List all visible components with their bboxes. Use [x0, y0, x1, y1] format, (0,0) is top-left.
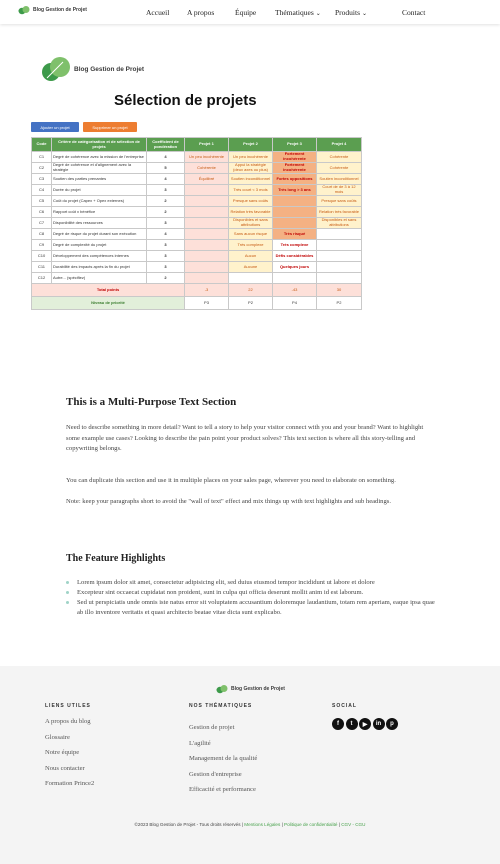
project-selection-table: [31, 137, 362, 310]
total-label: Total points: [32, 284, 185, 297]
facebook-icon[interactable]: f: [332, 718, 344, 730]
chevron-down-icon: ⌄: [362, 11, 368, 17]
project-1-cell: [185, 229, 229, 240]
copyright-bar: [0, 822, 500, 827]
project-2-cell: Soutien inconditionnel: [229, 174, 273, 185]
project-1-cell: [185, 196, 229, 207]
criterion-label: Degré de complexité du projet: [52, 240, 147, 251]
leaf-logo-icon: [41, 56, 71, 82]
criterion-code: C11: [32, 262, 52, 273]
chevron-down-icon: ⌄: [315, 11, 321, 17]
priority-project-3: P4: [273, 297, 317, 310]
weight-cell: 3: [147, 240, 185, 251]
table-row: [32, 262, 362, 273]
footer-col-title: LIENS UTILES: [45, 703, 91, 709]
bullet-icon: [66, 591, 69, 594]
twitter-icon[interactable]: t: [346, 718, 358, 730]
project-4-cell: [317, 273, 362, 284]
project-3-cell: [273, 273, 317, 284]
criterion-label: Rapport coût x bénéfice: [52, 207, 147, 218]
criterion-label: Coût du projet (Capex + Opex externes): [52, 196, 147, 207]
pinterest-icon[interactable]: p: [386, 718, 398, 730]
section-paragraph: Note: keep your paragraphs short to avoid the "wall of text" effect and mix things up with text highlights and sub headings.: [66, 498, 391, 505]
nav-item-thematiques[interactable]: [275, 8, 335, 17]
project-3-cell: [273, 207, 317, 218]
project-1-cell: Un peu incohérente: [185, 152, 229, 163]
project-2-cell: Sans aucun risque: [229, 229, 273, 240]
nav-label-produits: Produits: [335, 8, 361, 17]
criterion-code: C3: [32, 174, 52, 185]
nav-item-apropos[interactable]: A propos: [187, 8, 215, 17]
project-4-cell: Disponibles et sans attributions: [317, 218, 362, 229]
list-item: [66, 588, 442, 598]
list-item: [66, 578, 442, 588]
criterion-code: C5: [32, 196, 52, 207]
project-4-cell: [317, 262, 362, 273]
footer-link[interactable]: Nous contacter: [45, 764, 85, 772]
footer-logo[interactable]: [216, 684, 285, 694]
table-row: [32, 185, 362, 196]
project-4-cell: Relation très favorable: [317, 207, 362, 218]
priority-project-1: P3: [185, 297, 229, 310]
footer-links-useful: [45, 714, 94, 792]
criterion-label: Développement des compétences internes: [52, 251, 147, 262]
weight-cell: 5: [147, 163, 185, 174]
column-header: Critère de catégorisation et de sélection de projets: [52, 138, 147, 152]
table-row: [32, 240, 362, 251]
project-4-cell: Cohérente: [317, 152, 362, 163]
criterion-label: Disponibilité des ressources: [52, 218, 147, 229]
criterion-label: Degré de cohérence et d'alignement avec la stratégie: [52, 163, 147, 174]
weight-cell: 2: [147, 196, 185, 207]
weight-cell: 3: [147, 185, 185, 196]
leaf-logo-icon: [18, 5, 30, 15]
column-header: Projet 2: [229, 138, 273, 152]
total-project-2: 22: [229, 284, 273, 297]
section-paragraph: Need to describe something in more detail? Want to tell a story to help your visitor connect with you and your brand? Want to highlight some example use cases? Looking to describe the pain point your product solves? This text section is where all this story-telling and copywriting belongs.: [66, 424, 424, 452]
table-row: [32, 196, 362, 207]
list-item-text: Excepteur sint occaecat cupidatat non proident, sunt in culpa qui officia deserunt mollit anim id est laborum.: [77, 589, 364, 596]
feature-list: [66, 578, 442, 618]
table-body: [32, 152, 362, 310]
project-2-cell: [229, 273, 273, 284]
list-item-text: Lorem ipsum dolor sit amet, consectetur adipisicing elit, sed duius eiusmod tempor incididunt ut labore et dolore: [77, 579, 375, 586]
priority-project-2: P2: [229, 297, 273, 310]
header-brand[interactable]: [18, 5, 87, 15]
total-project-4: 30: [317, 284, 362, 297]
separator: |: [338, 822, 342, 827]
project-1-cell: [185, 185, 229, 196]
project-4-cell: Soutien inconditionnel: [317, 174, 362, 185]
project-2-cell: Disponibles et sans attributions: [229, 218, 273, 229]
project-2-cell: Très complexe: [229, 240, 273, 251]
project-4-cell: [317, 251, 362, 262]
nav-item-produits[interactable]: [335, 8, 402, 17]
project-1-cell: Équilibré: [185, 174, 229, 185]
bullet-icon: [66, 581, 69, 584]
column-header: Projet 3: [273, 138, 317, 152]
criterion-code: C9: [32, 240, 52, 251]
project-1-cell: [185, 251, 229, 262]
footer-link[interactable]: A propos du blog: [45, 718, 91, 725]
table-row: [32, 273, 362, 284]
project-4-cell: [317, 229, 362, 240]
footer-link[interactable]: Gestion de projet: [189, 724, 235, 731]
separator: |: [241, 822, 245, 827]
column-header: Coefficient de pondération: [147, 138, 185, 152]
criterion-code: C4: [32, 185, 52, 196]
list-item: [66, 598, 442, 618]
footer-logo-text: Blog Gestion de Projet: [231, 686, 285, 692]
main-nav: [146, 8, 425, 17]
criterion-code: C10: [32, 251, 52, 262]
project-2-cell: Très court < 3 mois: [229, 185, 273, 196]
project-1-cell: Cohérente: [185, 163, 229, 174]
project-2-cell: Appui la stratégie (deux axes ou plus): [229, 163, 273, 174]
privacy-link[interactable]: Politique de confidentialité: [284, 822, 338, 827]
hero-logo-text: Blog Gestion de Projet: [74, 65, 145, 73]
project-1-cell: [185, 207, 229, 218]
nav-item-contact[interactable]: Contact: [402, 8, 426, 17]
project-3-cell: Défis considérables: [273, 251, 317, 262]
nav-item-accueil[interactable]: Accueil: [146, 8, 170, 17]
table-row: [32, 251, 362, 262]
criterion-label: Degré de cohérence avec la mission de l'entreprise: [52, 152, 147, 163]
project-3-cell: Fortement incohérente: [273, 163, 317, 174]
project-3-cell: [273, 196, 317, 207]
section-paragraph: You can duplicate this section and use it in multiple places on your sales page, wherever you need to elaborate on something.: [66, 477, 396, 484]
project-3-cell: Fortes oppositions: [273, 174, 317, 185]
project-2-cell: Aucune: [229, 262, 273, 273]
legal-link[interactable]: Mentions Légales: [244, 822, 281, 827]
separator: |: [281, 822, 285, 827]
weight-cell: 3: [147, 251, 185, 262]
remove-project-button[interactable]: Supprimer un projet: [83, 122, 137, 132]
criterion-code: C7: [32, 218, 52, 229]
criterion-label: Durée du projet: [52, 185, 147, 196]
priority-project-4: P2: [317, 297, 362, 310]
project-1-cell: [185, 240, 229, 251]
footer-link[interactable]: Gestion d'entreprise: [189, 770, 242, 778]
header-brand-text: Blog Gestion de Projet: [33, 7, 87, 13]
footer-link[interactable]: L'agilité: [189, 739, 211, 747]
criterion-code: C6: [32, 207, 52, 218]
page-title: Sélection de projets: [114, 92, 257, 109]
linkedin-icon[interactable]: in: [373, 718, 385, 730]
column-header: Code: [32, 138, 52, 152]
criterion-code: C1: [32, 152, 52, 163]
criterion-label: Degré de risque du projet durant son exécution: [52, 229, 147, 240]
footer-col-title: SOCIAL: [332, 703, 357, 709]
footer-link[interactable]: Formation Prince2: [45, 780, 95, 787]
table-row: [32, 207, 362, 218]
criterion-label: Autre... (spécifiez): [52, 273, 147, 284]
leaf-logo-icon: [216, 684, 228, 694]
column-header: Projet 1: [185, 138, 229, 152]
column-header: Projet 4: [317, 138, 362, 152]
criterion-code: C2: [32, 163, 52, 174]
bullet-icon: [66, 601, 69, 604]
project-4-cell: Presque sans coûts: [317, 196, 362, 207]
footer-link[interactable]: Notre équipe: [45, 749, 80, 756]
project-2-cell: Presque sans coûts: [229, 196, 273, 207]
top-navbar: [0, 0, 500, 24]
project-4-cell: Cohérente: [317, 163, 362, 174]
project-1-cell: [185, 262, 229, 273]
project-3-cell: Très risqué: [273, 229, 317, 240]
criterion-code: C8: [32, 229, 52, 240]
nav-label-thematiques: Thématiques: [275, 8, 314, 17]
section-heading: This is a Multi-Purpose Text Section: [66, 396, 237, 408]
priority-row: [32, 297, 362, 310]
project-1-cell: [185, 218, 229, 229]
project-2-cell: Un peu incohérente: [229, 152, 273, 163]
list-item-text: Sed ut perspiciatis unde omnis iste natus error sit voluptatem accusantium doloremque laudantium, totam rem aperiam, eaque ipsa quae ab illo inventore veritatis et quasi architecto beatae vitae dicta sunt explicabo.: [77, 599, 435, 616]
criterion-code: C12: [32, 273, 52, 284]
table-row: [32, 174, 362, 185]
project-3-cell: Fortement incohérente: [273, 152, 317, 163]
table-row: [32, 229, 362, 240]
project-4-cell: Court de de 3 à 12 mois: [317, 185, 362, 196]
social-links: [332, 718, 398, 730]
weight-cell: 2: [147, 273, 185, 284]
footer-link[interactable]: Glossaire: [45, 733, 70, 741]
priority-label: Niveau de priorité: [32, 297, 185, 310]
weight-cell: 4: [147, 174, 185, 185]
total-project-1: -3: [185, 284, 229, 297]
total-project-3: -43: [273, 284, 317, 297]
project-3-cell: Très complexe: [273, 240, 317, 251]
weight-cell: 3: [147, 218, 185, 229]
project-3-cell: Très long > 3 ans: [273, 185, 317, 196]
project-1-cell: [185, 273, 229, 284]
project-2-cell: Relation très favorable: [229, 207, 273, 218]
table-header-row: [32, 138, 362, 152]
total-row: [32, 284, 362, 297]
add-project-button[interactable]: Ajouter un projet: [31, 122, 79, 132]
hero-logo: [41, 56, 144, 82]
weight-cell: 4: [147, 229, 185, 240]
table-row: [32, 152, 362, 163]
weight-cell: 2: [147, 207, 185, 218]
project-3-cell: [273, 218, 317, 229]
footer-link[interactable]: Efficacité et performance: [189, 786, 256, 793]
nav-item-equipe[interactable]: Équipe: [235, 8, 257, 17]
footer-links-themes: [189, 720, 257, 798]
project-2-cell: Aucun: [229, 251, 273, 262]
table-row: [32, 218, 362, 229]
youtube-icon[interactable]: ▶: [359, 718, 371, 730]
project-4-cell: [317, 240, 362, 251]
project-3-cell: Quelques jours: [273, 262, 317, 273]
table-row: [32, 163, 362, 174]
footer-col-title: NOS THÉMATIQUES: [189, 703, 253, 709]
criterion-label: Durabilité des impacts après la fin du projet: [52, 262, 147, 273]
section-heading: The Feature Highlights: [66, 553, 166, 564]
footer-link[interactable]: Management de la qualité: [189, 755, 258, 762]
weight-cell: 4: [147, 152, 185, 163]
criterion-label: Soutien des parties prenantes: [52, 174, 147, 185]
cgv-link[interactable]: CGV - CGU: [341, 822, 366, 827]
copyright-text: ©2023 Blog Gestion de Projet - Tous droits réservés: [134, 822, 241, 827]
weight-cell: 3: [147, 262, 185, 273]
